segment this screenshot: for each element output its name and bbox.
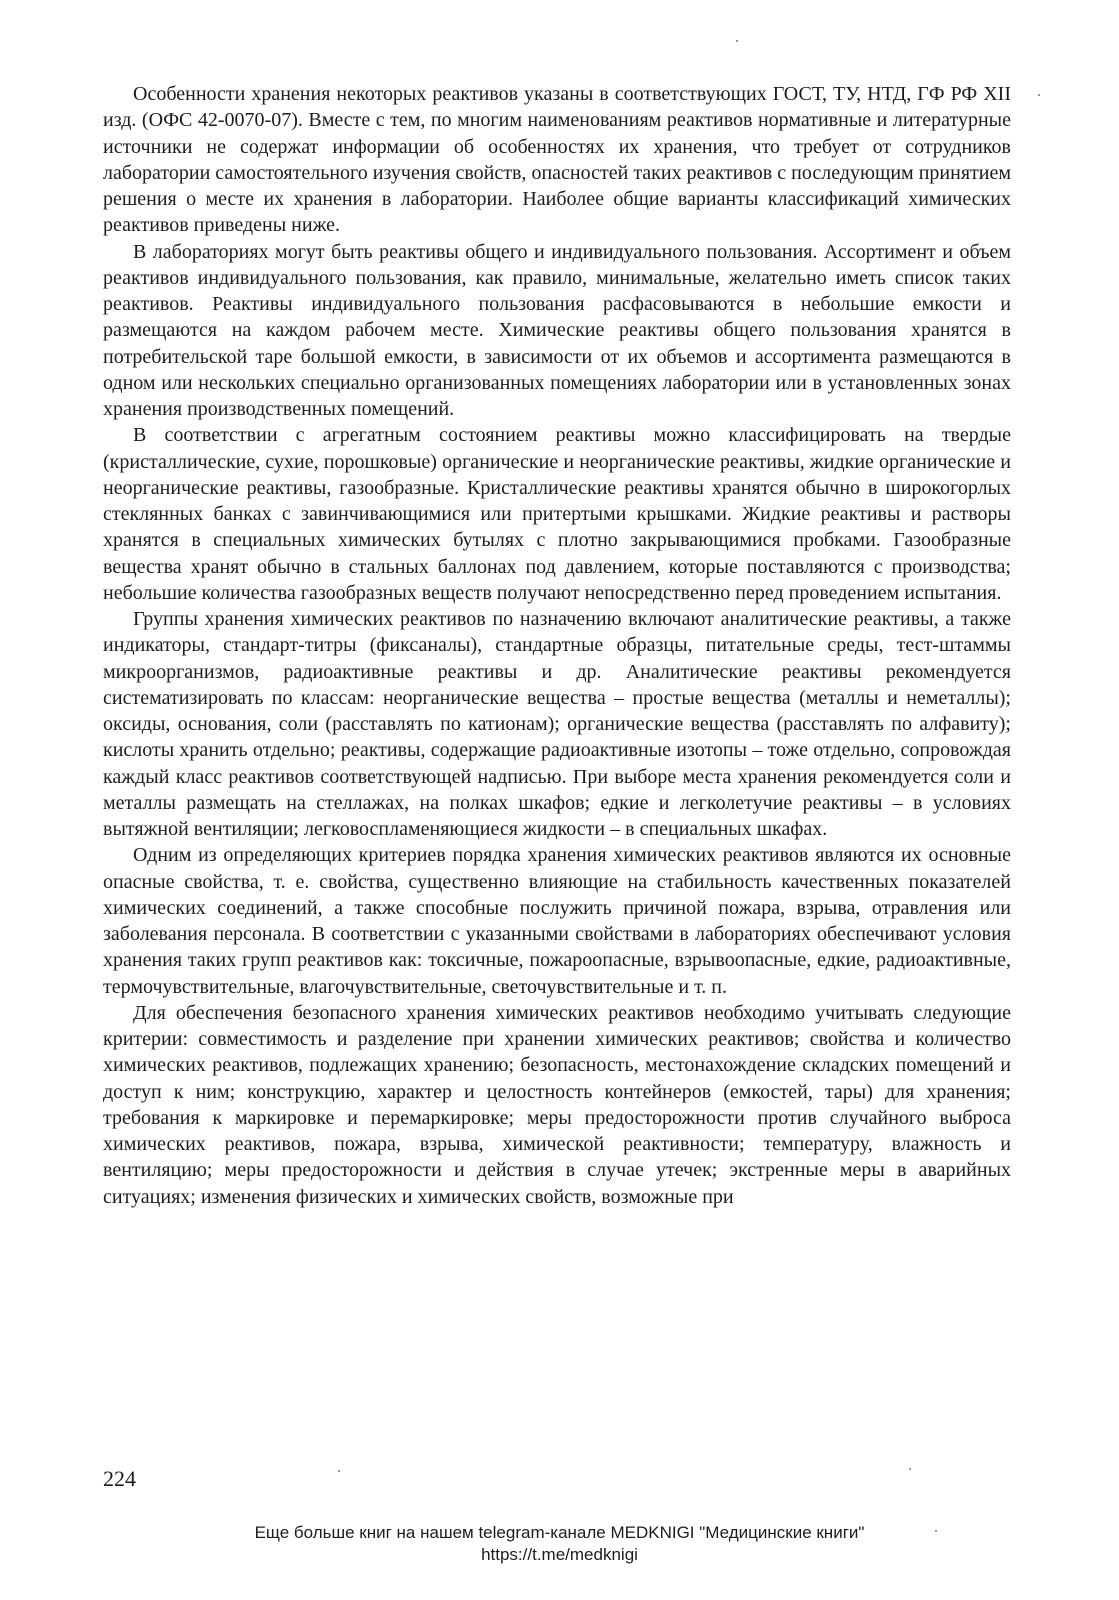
paragraph: Особенности хранения некоторых реактивов указаны в соответствующих ГОСТ, ТУ, НТД, ГФ РФ XII изд. (ОФС 42-0070-07). Вместе с тем, по многим наименованиям реактивов нормативные и литературные источники не содержат информации об особенностях их хранения, что требует от сотрудников лаборатории самостоятельного изучения свойств, опасностей таких реактивов с последующим принятием решения о месте их хранения в лаборатории. Наиболее общие варианты классификаций химических реактивов приведены ниже.: [103, 83, 1011, 237]
scan-speck: [1038, 94, 1040, 96]
paragraph: Для обеспечения безопасного хранения химических реактивов необходимо учитывать следующие критерии: совместимость и разделение при хранении химических реактивов; свойства и количество химических реактивов, подлежащих хранению; безопасность, местонахождение складских помещений и доступ к ним; конструкцию, характер и целостность контейнеров (емкостей, тары) для хранения; требования к маркировке и перемаркировке; меры предосторожности против случайного выброса химических реактивов, пожара, взрыва, химической реактивности; температуру, влажность и вентиляцию; меры предосторожности и действия в случае утечек; экстренные меры в аварийных ситуациях; изменения физических и химических свойств, возможные при: [103, 1001, 1011, 1208]
scan-speck: [935, 1530, 937, 1532]
footer-promo-text: Еще больше книг на нашем telegram-канале MEDKNIGI "Медицинские книги": [254, 1523, 865, 1542]
scan-speck: [736, 40, 738, 42]
page-body: [103, 81, 1011, 1210]
paragraph: В лабораториях могут быть реактивы общего и индивидуального пользования. Ассортимент и объем реактивов индивидуального пользования, как правило, минимальные, желательно иметь список таких реактивов. Реактивы индивидуального пользования расфасовываются в небольшие емкости и размещаются на каждом рабочем месте. Химические реактивы общего пользования хранятся в потребительской таре большой емкости, в зависимости от их объемов и ассортимента размещаются в одном или нескольких специально организованных помещениях лаборатории или в установленных зонах хранения производственных помещений.: [103, 240, 1011, 420]
paragraph: Группы хранения химических реактивов по назначению включают аналитические реактивы, а также индикаторы, стандарт-титры (фиксаналы), стандартные образцы, питательные среды, тест-штаммы микроорганизмов, радиоактивные реактивы и др. Аналитические реактивы рекомендуется систематизировать по классам: неорганические вещества – простые вещества (металлы и неметаллы); оксиды, основания, соли (расставлять по катионам); органические вещества (расставлять по алфавиту); кислоты хранить отдельно; реактивы, содержащие радиоактивные изотопы – тоже отдельно, сопровождая каждый класс реактивов соответствующей надписью. При выборе места хранения рекомендуется соли и металлы размещать на стеллажах, на полках шкафов; едкие и легколетучие реактивы – в условиях вытяжной вентиляции; легковоспламеняющиеся жидкости – в специальных шкафах.: [103, 608, 1011, 840]
scan-speck: [909, 1468, 911, 1470]
paragraph: Одним из определяющих критериев порядка хранения химических реактивов являются их основные опасные свойства, т. е. свойства, существенно влияющие на стабильность качественных показателей химических соединений, а также способные послужить причиной пожара, взрыва, отравления или заболевания персонала. В соответствии с указанными свойствами в лабораториях обеспечивают условия хранения таких групп реактивов как: токсичные, пожароопасные, взрывоопасные, едкие, радиоактивные, термочувствительные, влагочувствительные, светочувствительные и т. п.: [103, 844, 1011, 998]
paragraph: В соответствии с агрегатным состоянием реактивы можно классифицировать на твердые (кристаллические, сухие, порошковые) органические и неорганические реактивы, жидкие органические и неорганические реактивы, газообразные. Кристаллические реактивы хранятся обычно в широкогорлых стеклянных банках с завинчивающимися или притертыми крышками. Жидкие реактивы и растворы хранятся в специальных химических бутылях с плотно закрывающимися пробками. Газообразные вещества хранят обычно в стальных баллонах под давлением, которые поставляются с производства; небольшие количества газообразных веществ получают непосредственно перед проведением испытания.: [103, 424, 1011, 604]
footer-link[interactable]: https://t.me/medknigi: [481, 1545, 638, 1564]
page-number: 224: [103, 1466, 136, 1491]
scan-speck: [338, 1470, 340, 1472]
